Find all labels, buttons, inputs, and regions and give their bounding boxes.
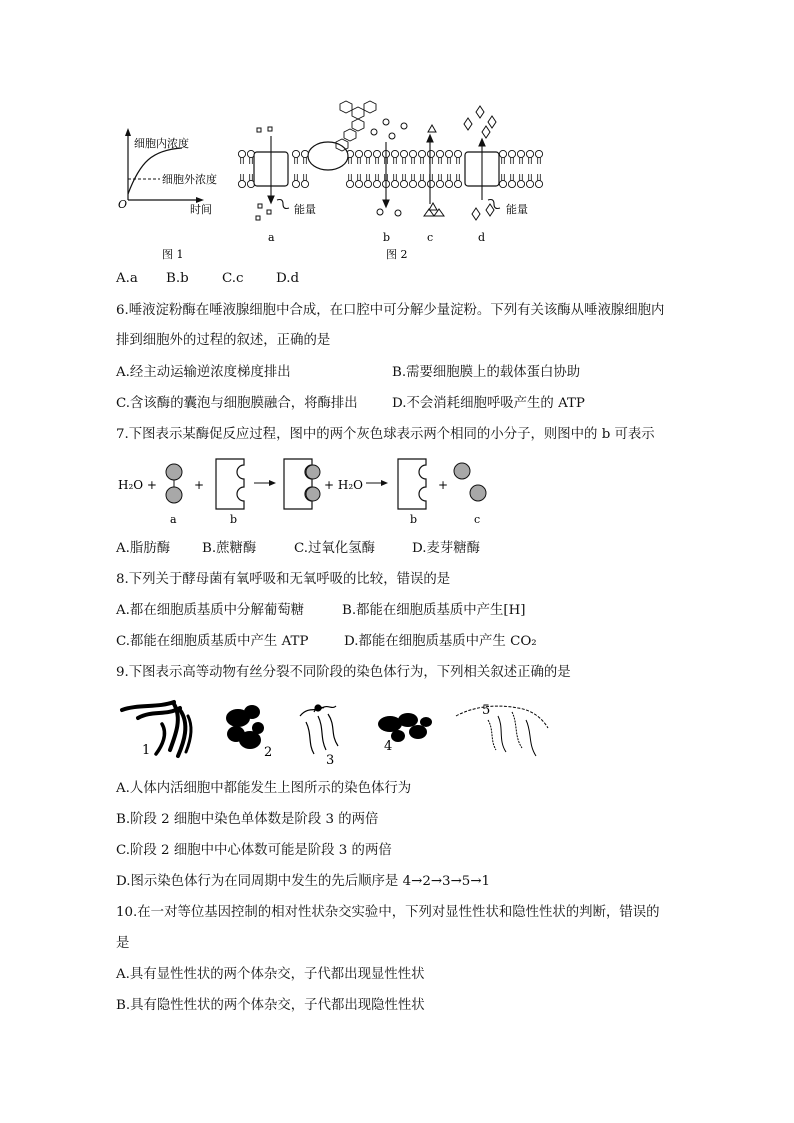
q7-reaction-figure (112, 455, 512, 531)
q10-stem-1: 10.在一对等位基因控制的相对性状杂交实验中，下列对显性性状和隐性性状的判断，错误的 (116, 905, 660, 920)
fig2-letter-b: b (383, 231, 391, 244)
fig2-letter-a: a (268, 231, 275, 244)
q8-option-b: B.都能在细胞质基质中产生[H] (342, 603, 526, 618)
q9-label-5: 5 (482, 703, 491, 718)
q7-option-c: C.过氧化氢酶 (294, 541, 375, 556)
q6-option-a: A.经主动运输逆浓度梯度排出 (116, 365, 291, 380)
fig2-energy-a: 能量 (294, 203, 316, 216)
q5-option-b: B.b (166, 271, 189, 286)
q9-label-4: 4 (384, 739, 393, 754)
q10-option-a: A.具有显性性状的两个体杂交，子代都出现显性性状 (116, 967, 425, 982)
q9-label-2: 2 (264, 745, 273, 760)
q10-option-b: B.具有隐性性状的两个体杂交，子代都出现隐性性状 (116, 998, 425, 1013)
fig2-letter-c: c (427, 231, 434, 244)
fig2-energy-d: 能量 (506, 203, 528, 216)
q5-option-a: A.a (116, 271, 138, 286)
fig1-caption: 图 1 (162, 248, 184, 261)
fig1-outer-label: 细胞外浓度 (162, 173, 217, 186)
q8-option-a: A.都在细胞质基质中分解葡萄糖 (116, 603, 305, 618)
q9-label-3: 3 (326, 753, 335, 766)
q9-option-a: A.人体内活细胞中都能发生上图所示的染色体行为 (116, 781, 412, 796)
q7-option-d: D.麦芽糖酶 (412, 541, 481, 556)
q5-option-c: C.c (222, 271, 244, 286)
fig1-x-label: 时间 (190, 203, 212, 216)
fig2-caption: 图 2 (386, 248, 408, 261)
q8-stem: 8.下列关于酵母菌有氧呼吸和无氧呼吸的比较，错误的是 (116, 572, 451, 587)
q7-letter-b1: b (230, 513, 238, 526)
q8-option-c: C.都能在细胞质基质中产生 ATP (116, 634, 309, 649)
q6-option-b: B.需要细胞膜上的载体蛋白协助 (392, 365, 581, 380)
fig2-letter-d: d (478, 231, 486, 244)
q9-option-c: C.阶段 2 细胞中中心体数可能是阶段 3 的两倍 (116, 843, 392, 858)
fig1-inner-label: 细胞内浓度 (134, 137, 189, 150)
q9-option-b: B.阶段 2 细胞中染色单体数是阶段 3 的两倍 (116, 812, 379, 827)
figure-1-graph (118, 128, 217, 261)
q10-stem-2: 是 (116, 936, 130, 951)
q7-letter-a: a (170, 513, 177, 526)
q7-h2o-2: + H₂O (324, 478, 363, 492)
q6-option-d: D.不会消耗细胞呼吸产生的 ATP (392, 396, 585, 411)
q7-enzyme-b (216, 459, 244, 509)
q7-option-a: A.脂肪酶 (116, 541, 171, 556)
q7-h2o-1: H₂O + (118, 478, 157, 492)
q7-product-c (454, 463, 486, 501)
q9-stage-2 (226, 705, 264, 749)
q9-label-1: 1 (142, 743, 151, 758)
q5-option-d: D.d (276, 271, 300, 286)
q9-option-d: D.图示染色体行为在同周期中发生的先后顺序是 4→2→3→5→1 (116, 874, 491, 889)
q7-substrate-a (166, 464, 182, 503)
q9-stage-3 (300, 705, 338, 754)
q9-stage-5 (456, 706, 548, 756)
q8-option-d: D.都能在细胞质基质中产生 CO₂ (344, 634, 537, 649)
q6-option-c: C.含该酶的囊泡与细胞膜融合，将酶排出 (116, 396, 358, 411)
q6-stem-1: 6.唾液淀粉酶在唾液腺细胞中合成，在口腔中可分解少量淀粉。下列有关该酶从唾液腺细胞内 (116, 303, 665, 318)
q7-letter-c: c (474, 513, 481, 526)
q7-option-b: B.蔗糖酶 (202, 541, 257, 556)
q7-stem: 7.下图表示某酶促反应过程，图中的两个灰色球表示两个相同的小分子，则图中的 b 可表示 (116, 427, 655, 442)
q9-stage-4 (378, 713, 432, 742)
q7-plus-2: + (438, 478, 449, 492)
q9-chromosome-figure (118, 694, 558, 766)
q9-stage-1 (122, 702, 191, 756)
q9-stem: 9.下图表示高等动物有丝分裂不同阶段的染色体行为，下列相关叙述正确的是 (116, 665, 571, 680)
figure-2-proteins (254, 142, 499, 186)
figure-1-2 (112, 92, 552, 262)
q6-stem-2: 排到细胞外的过程的叙述，正确的是 (116, 333, 331, 348)
q7-plus-1: + (194, 478, 205, 492)
fig1-origin: O (118, 198, 128, 211)
q7-complex (284, 459, 320, 509)
q7-letter-b2: b (410, 513, 418, 526)
q7-enzyme-b-released (398, 459, 426, 509)
